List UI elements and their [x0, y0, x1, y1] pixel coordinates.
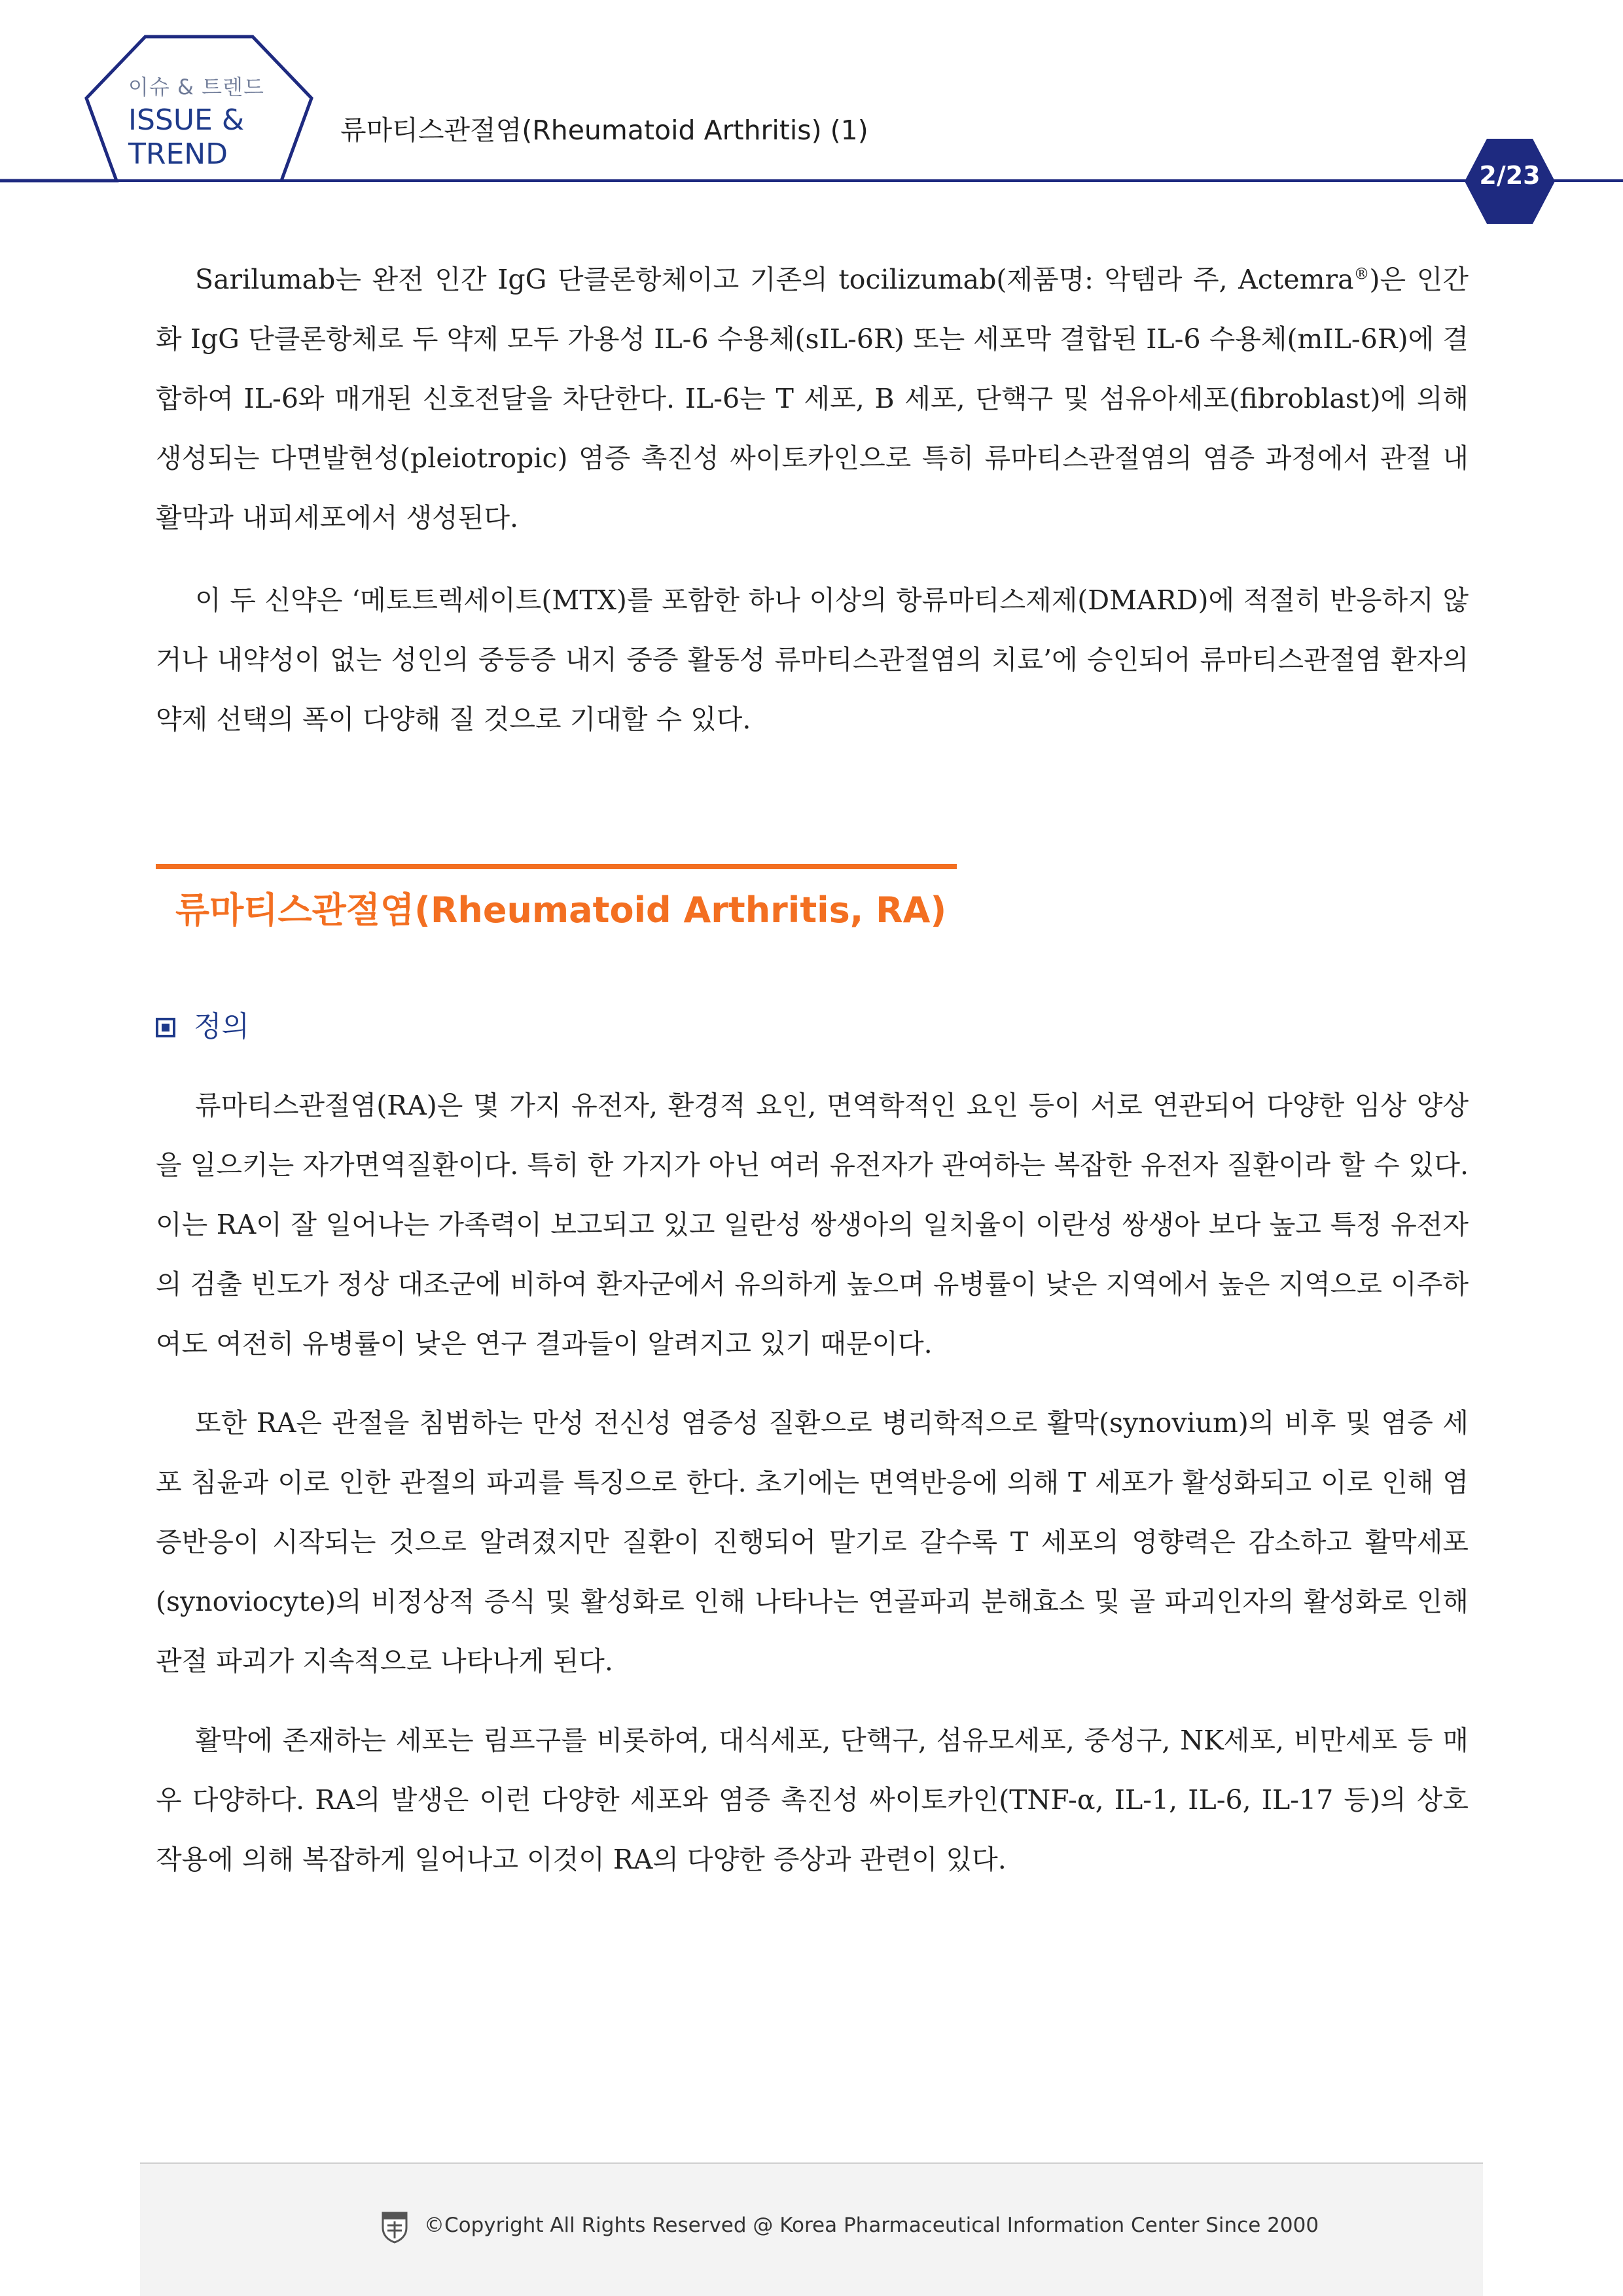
definition-paragraph-1: 류마티스관절염(RA)은 몇 가지 유전자, 환경적 요인, 면역학적인 요인 등이 서로 연관되어 다양한 임상 양상을 일으키는 자가면역질환이다. 특히 한 가지가 아닌 여러 유전자가 관여하는 복잡한 유전자 질환이라 할 수 있다. 이는 RA이 잘 일어나는 가족력이 보고되고 있고 일란성 쌍생아의 일치율이 이란성 쌍생아 보다 높고 특정 유전자의 검출 빈도가 정상 대조군에 비하여 환자군에서 유의하게 높으며 유병률이 낮은 지역에서 높은 지역으로 이주하여도 여전히 유병률이 낮은 연구 결과들이 알려지고 있기 때문이다. — [156, 1090, 1469, 1359]
header-brand-line1: ISSUE & — [128, 103, 245, 137]
intro-paragraph-1-text-b: )은 인간화 IgG 단클론항체로 두 약제 모두 가용성 IL-6 수용체(sIL-6R) 또는 세포막 결합된 IL-6 수용체(mIL-6R)에 결합하여 IL-6와 매개된 신호전달을 차단한다. IL-6는 T 세포, B 세포, 단핵구 및 섬유아세포(fibroblast)에 의해 생성되는 다면발현성(pleiotropic) 염증 촉진성 싸이토카인으로 특히 류마티스관절염의 염증 과정에서 관절 내 활막과 내피세포에서 생성된다. — [156, 264, 1469, 533]
subheading-definition — [156, 1003, 249, 1045]
intro-paragraph-1 — [156, 250, 1469, 548]
header-title: 류마티스관절염(Rheumatoid Arthritis) (1) — [340, 115, 868, 146]
header-brand — [128, 103, 244, 171]
section-title-rule — [156, 864, 957, 869]
kpic-shield-icon — [381, 2211, 408, 2244]
registered-mark: ® — [1353, 264, 1370, 283]
section-title: 류마티스관절염(Rheumatoid Arthritis, RA) — [175, 889, 947, 931]
intro-paragraph-2: 이 두 신약은 ‘메토트렉세이트(MTX)를 포함한 하나 이상의 항류마티스제제(DMARD)에 적절히 반응하지 않거나 내약성이 없는 성인의 중등증 내지 중증 활동성 류마티스관절염의 치료’에 승인되어 류마티스관절염 환자의 약제 선택의 폭이 다양해 질 것으로 기대할 수 있다. — [156, 584, 1469, 735]
header-subtitle: 이슈 & 트렌드 — [128, 75, 264, 99]
subheading-label: 정의 — [194, 1010, 250, 1043]
page-number: 2/23 — [1479, 161, 1541, 190]
intro-paragraph-1-text-a: Sarilumab는 완전 인간 IgG 단클론항체이고 기존의 tocilizumab(제품명: 악템라 주, Actemra — [195, 264, 1354, 295]
square-bullet-icon — [156, 1018, 175, 1037]
definition-paragraph-2: 또한 RA은 관절을 침범하는 만성 전신성 염증성 질환으로 병리학적으로 활막(synovium)의 비후 및 염증 세포 침윤과 이로 인한 관절의 파괴를 특징으로 한다. 초기에는 면역반응에 의해 T 세포가 활성화되고 이로 인해 염증반응이 시작되는 것으로 알려졌지만 질환이 진행되어 말기로 갈수록 T 세포의 영향력은 감소하고 활막세포(synoviocyte)의 비정상적 증식 및 활성화로 인해 나타나는 연골파괴 분해효소 및 골 파괴인자의 활성화로 인해 관절 파괴가 지속적으로 나타나게 된다. — [156, 1407, 1469, 1677]
header-brand-line2: TREND — [128, 137, 228, 171]
definition-paragraph-3: 활막에 존재하는 세포는 림프구를 비롯하여, 대식세포, 단핵구, 섬유모세포, 중성구, NK세포, 비만세포 등 매우 다양하다. RA의 발생은 이런 다양한 세포와 염증 촉진성 싸이토카인(TNF-α, IL-1, IL-6, IL-17 등)의 상호 작용에 의해 복잡하게 일어나고 이것이 RA의 다양한 증상과 관련이 있다. — [156, 1725, 1469, 1875]
header-rule — [0, 179, 1623, 182]
footer-copyright: ©Copyright All Rights Reserved @ Korea Pharmaceutical Information Center Since 2000 — [424, 2214, 1319, 2237]
